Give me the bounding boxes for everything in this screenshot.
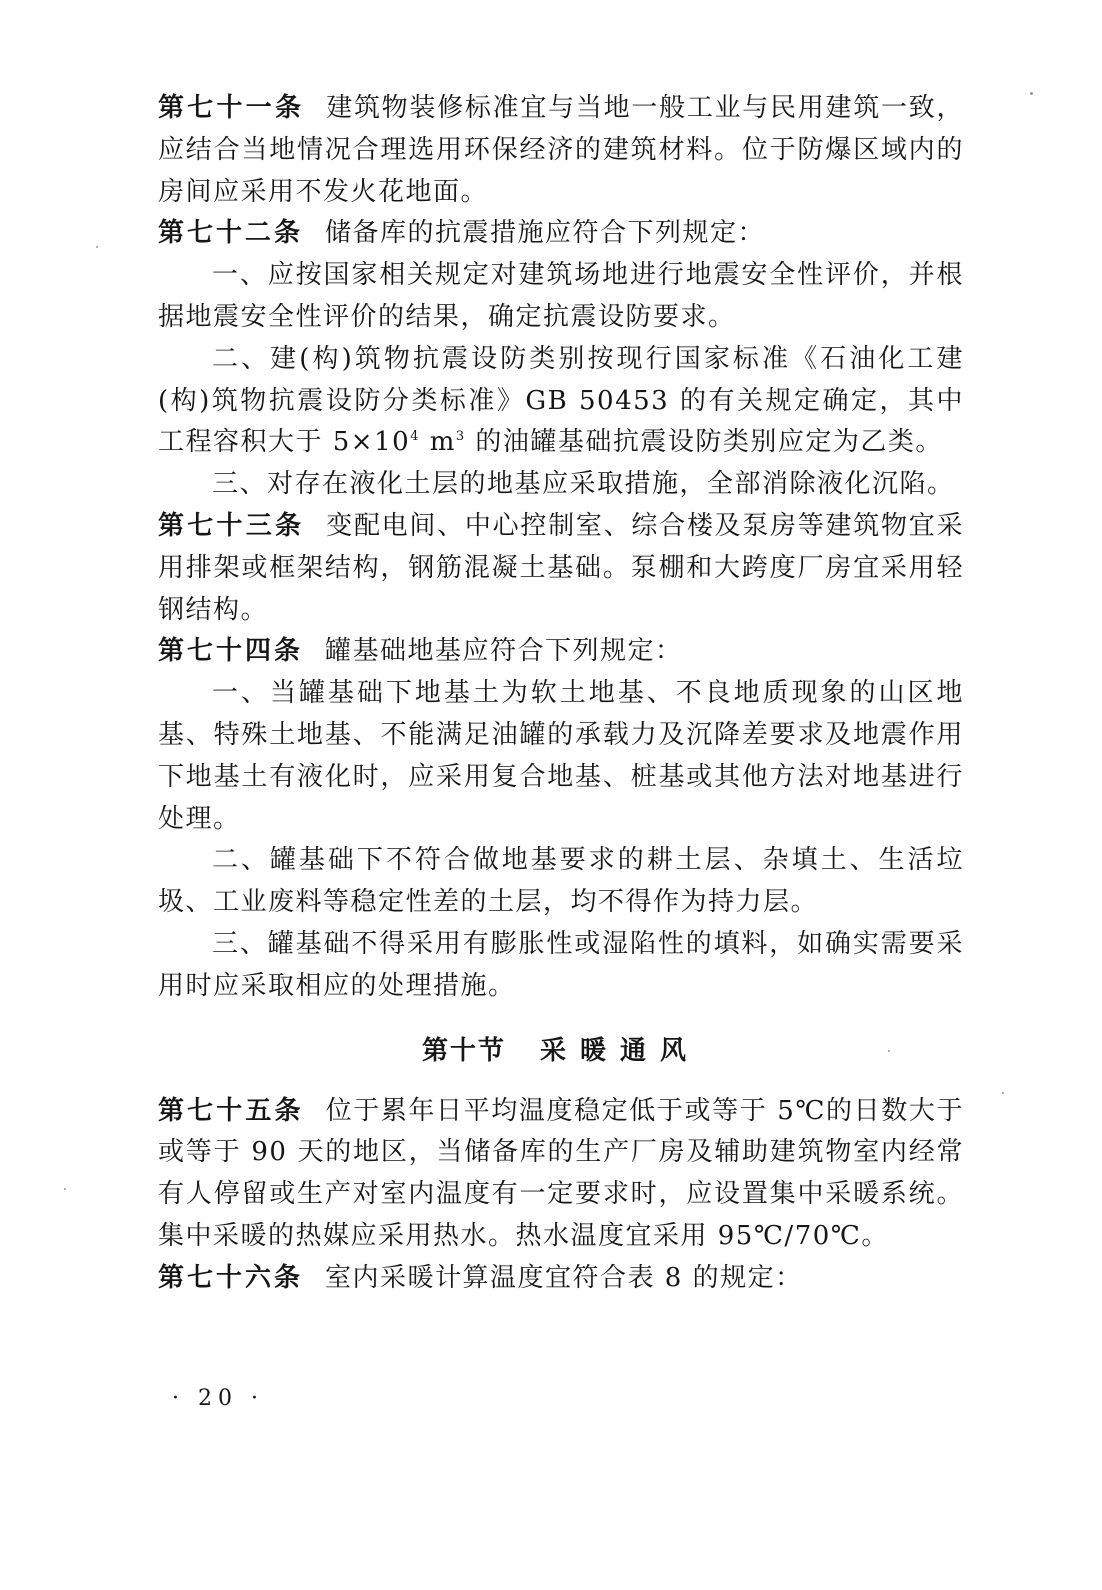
page-body bbox=[158, 88, 964, 1300]
article-72-item-2 bbox=[158, 339, 964, 464]
article-74-text: 罐基础地基应符合下列规定： bbox=[325, 636, 683, 667]
article-74 bbox=[158, 631, 964, 673]
article-72 bbox=[158, 213, 964, 255]
article-74-item-1: 一、当罐基础下地基土为软土地基、不良地质现象的山区地基、特殊土地基、不能满足油罐的承载力及沉降差要求及地震作用下地基土有液化时，应采用复合地基、桩基或其他方法对地基进行处理。 bbox=[158, 678, 964, 834]
article-72-item-2-exponent-4: 4 bbox=[410, 429, 420, 445]
article-74-item-2: 二、罐基础下不符合做地基要求的耕土层、杂填土、生活垃圾、工业废料等稳定性差的土层，均不得作为持力层。 bbox=[158, 845, 964, 918]
article-73 bbox=[158, 506, 964, 631]
scan-speck bbox=[1002, 1092, 1004, 1094]
article-72-heading: 第七十二条 bbox=[158, 218, 304, 249]
article-72-item-2-exponent-3: 3 bbox=[455, 429, 466, 445]
article-72-item-1: 一、应按国家相关规定对建筑场地进行地震安全性评价，并根据地震安全性评价的结果，确定抗震设防要求。 bbox=[158, 260, 964, 332]
scan-speck bbox=[888, 1050, 890, 1052]
article-76-text: 室内采暖计算温度宜符合表 8 的规定： bbox=[325, 1262, 803, 1293]
section-name: 采暖通风 bbox=[540, 1035, 701, 1066]
article-71-heading: 第七十一条 bbox=[158, 93, 305, 123]
article-71 bbox=[158, 88, 964, 213]
article-75-heading: 第七十五条 bbox=[158, 1095, 304, 1126]
article-76 bbox=[158, 1258, 964, 1300]
article-71-text: 建筑物装修标准宜与当地一般工业与民用建筑一致，应结合当地情况合理选用环保经济的建筑材料。位于防爆区域内的房间应采用不发火花地面。 bbox=[158, 93, 964, 207]
article-72-item-2-unit: m bbox=[419, 427, 456, 458]
section-number: 第十节 bbox=[421, 1035, 506, 1066]
article-72-text: 储备库的抗震措施应符合下列规定： bbox=[325, 218, 766, 249]
scan-speck bbox=[1030, 92, 1033, 95]
article-74-heading: 第七十四条 bbox=[158, 636, 304, 667]
article-75-text: 位于累年日平均温度稳定低于或等于 5℃的日数大于或等于 90 天的地区，当储备库的生产厂房及辅助建筑物室内经常有人停留或生产对室内温度有一定要求时，应设置集中采暖系统。集中采暖的热媒应采用热水。热水温度宜采用 95℃/70℃。 bbox=[158, 1095, 964, 1251]
article-73-text: 变配电间、中心控制室、综合楼及泵房等建筑物宜采用排架或框架结构，钢筋混凝土基础。泵棚和大跨度厂房宜采用轻钢结构。 bbox=[158, 510, 964, 625]
article-75 bbox=[158, 1091, 964, 1258]
article-73-heading: 第七十三条 bbox=[158, 510, 305, 541]
article-76-heading: 第七十六条 bbox=[158, 1262, 304, 1293]
article-72-item-2-part-a: 二、建(构)筑物抗震设防类别按现行国家标准《石油化工建(构)筑物抗震设防分类标准》GB 50453 的有关规定确定，其中工程容积大于 5×10 bbox=[158, 343, 964, 458]
scan-speck bbox=[64, 1188, 66, 1190]
scan-speck bbox=[96, 246, 98, 248]
article-72-item-3: 三、对存在液化土层的地基应采取措施，全部消除液化沉陷。 bbox=[212, 469, 955, 500]
page-number: · 20 · bbox=[172, 1386, 264, 1411]
section-heading bbox=[158, 1030, 964, 1067]
article-72-item-2-part-c: 的油罐基础抗震设防类别应定为乙类。 bbox=[465, 427, 943, 458]
article-74-item-3: 三、罐基础不得采用有膨胀性或湿陷性的填料，如确实需要采用时应采取相应的处理措施。 bbox=[158, 928, 964, 1001]
